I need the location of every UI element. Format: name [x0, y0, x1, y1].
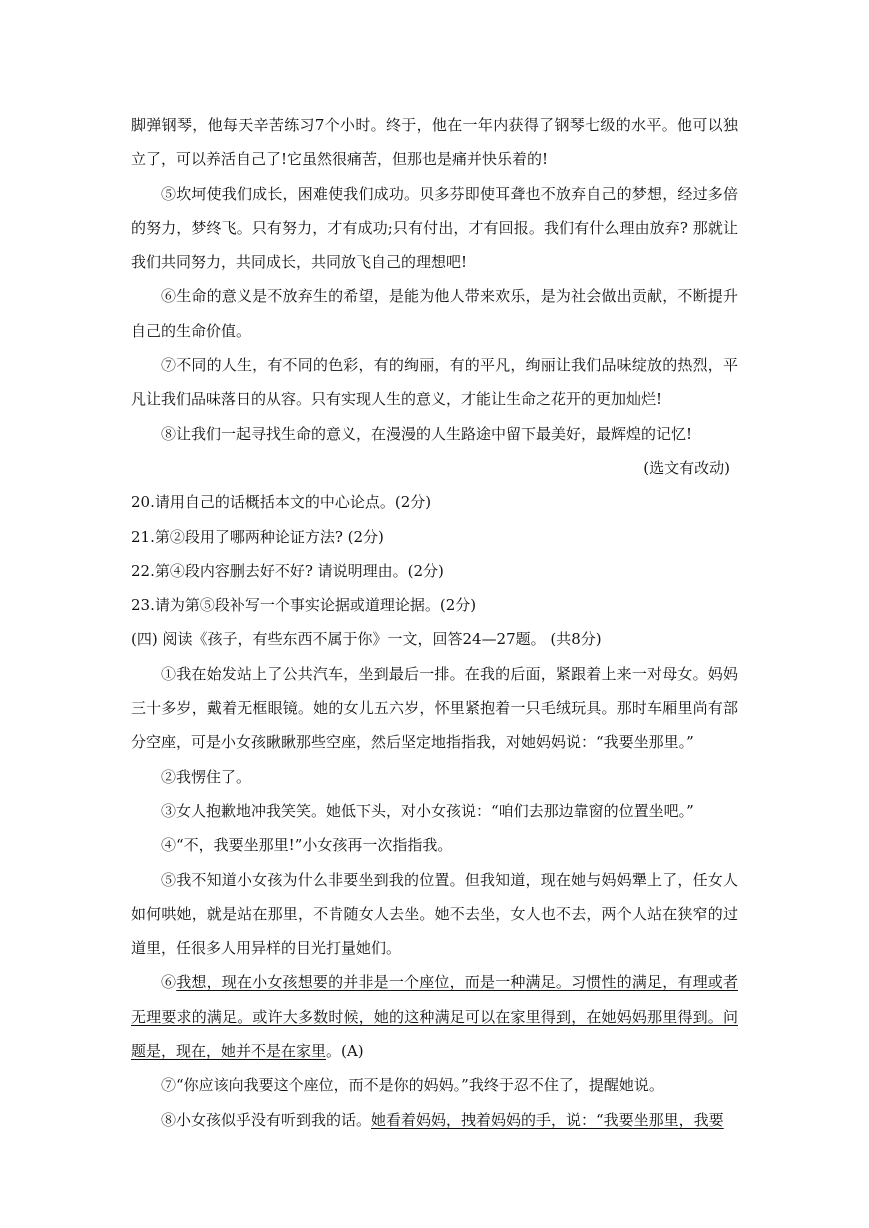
story-paragraph-1: ①我在始发站上了公共汽车，坐到最后一排。在我的后面，紧跟着上来一对母女。妈妈三十多岁，戴着无框眼镜。她的女儿五六岁，怀里紧抱着一只毛绒玩具。那时车厢里尚有部分空座，可是小女孩瞅瞅那些空座，然后坚定地指指我，对她妈妈说：“我要坐那里。” — [131, 664, 738, 752]
story-paragraph-5: ⑤我不知道小女孩为什么非要坐到我的位置。但我知道，现在她与妈妈犟上了，任女人如何哄她，就是站在那里，不肯随女人去坐。她不去坐，女人也不去，两个人站在狭窄的过道里，任很多人用异样的目光打量她们。 — [131, 870, 738, 958]
underlined-passage-b: 她看着妈妈，拽着妈妈的手，说：“我要坐那里，我要 — [371, 1110, 724, 1129]
question-20: 20.请用自己的话概括本文的中心论点。(2分) — [131, 493, 432, 512]
story-paragraph-6-number: ⑥ — [161, 973, 177, 992]
document-body — [131, 108, 738, 1137]
story-paragraph-8-text: ⑧小女孩似乎没有听到我的话。 — [161, 1110, 372, 1129]
story-paragraph-6 — [131, 965, 738, 1068]
story-paragraph-4: ④“不，我要坐那里!”小女孩再一次指指我。 — [161, 836, 453, 855]
story-paragraph-3: ③女人抱歉地冲我笑笑。她低下头，对小女孩说：“咱们去那边靠窗的位置坐吧。” — [161, 801, 694, 820]
paragraph-7: ⑦不同的人生，有不同的色彩，有的绚丽，有的平凡，绚丽让我们品味绽放的热烈，平凡让我们品味落日的从容。只有实现人生的意义，才能让生命之花开的更加灿烂! — [131, 356, 738, 409]
story-paragraph-6-marker: 。(A) — [326, 1042, 364, 1061]
story-paragraph-7: ⑦“你应该向我要这个座位，而不是你的妈妈。”我终于忍不住了，提醒她说。 — [161, 1076, 664, 1095]
paragraph-6: ⑥生命的意义是不放弃生的希望，是能为他人带来欢乐，是为社会做出贡献，不断提升自己的生命价值。 — [131, 287, 738, 340]
paragraph-5: ⑤坎坷使我们成长，困难使我们成功。贝多芬即使耳聋也不放弃自己的梦想，经过多倍的努力，梦终飞。只有努力，才有成功;只有付出，才有回报。我们有什么理由放弃? 那就让我们共同努力，共同成长，共同放飞自己的理想吧! — [131, 184, 738, 272]
question-21: 21.第②段用了哪两种论证方法? (2分) — [131, 527, 384, 546]
story-paragraph-2: ②我愣住了。 — [161, 767, 252, 786]
underlined-passage-a: 我想，现在小女孩想要的并非是一个座位，而是一种满足。习惯性的满足，有理或者无理要求的满足。或许大多数时候，她的这种满足可以在家里得到，在她妈妈那里得到。问题是，现在，她并不是在家里 — [131, 973, 738, 1061]
paragraph-4-continued: 脚弹钢琴，他每天辛苦练习7个小时。终于，他在一年内获得了钢琴七级的水平。他可以独立了，可以养活自己了!它虽然很痛苦，但那也是痛并快乐着的! — [131, 116, 738, 169]
section-4-heading: (四) 阅读《孩子，有些东西不属于你》一文，回答24—27题。 (共8分) — [131, 630, 602, 649]
story-paragraph-8 — [131, 1103, 738, 1137]
source-note: (选文有改动) — [643, 458, 730, 477]
question-23: 23.请为第⑤段补写一个事实论据或道理论据。(2分) — [131, 596, 477, 615]
paragraph-8: ⑧让我们一起寻找生命的意义，在漫漫的人生路途中留下最美好，最辉煌的记忆! — [161, 424, 693, 443]
question-22: 22.第④段内容删去好不好? 请说明理由。(2分) — [131, 561, 444, 580]
